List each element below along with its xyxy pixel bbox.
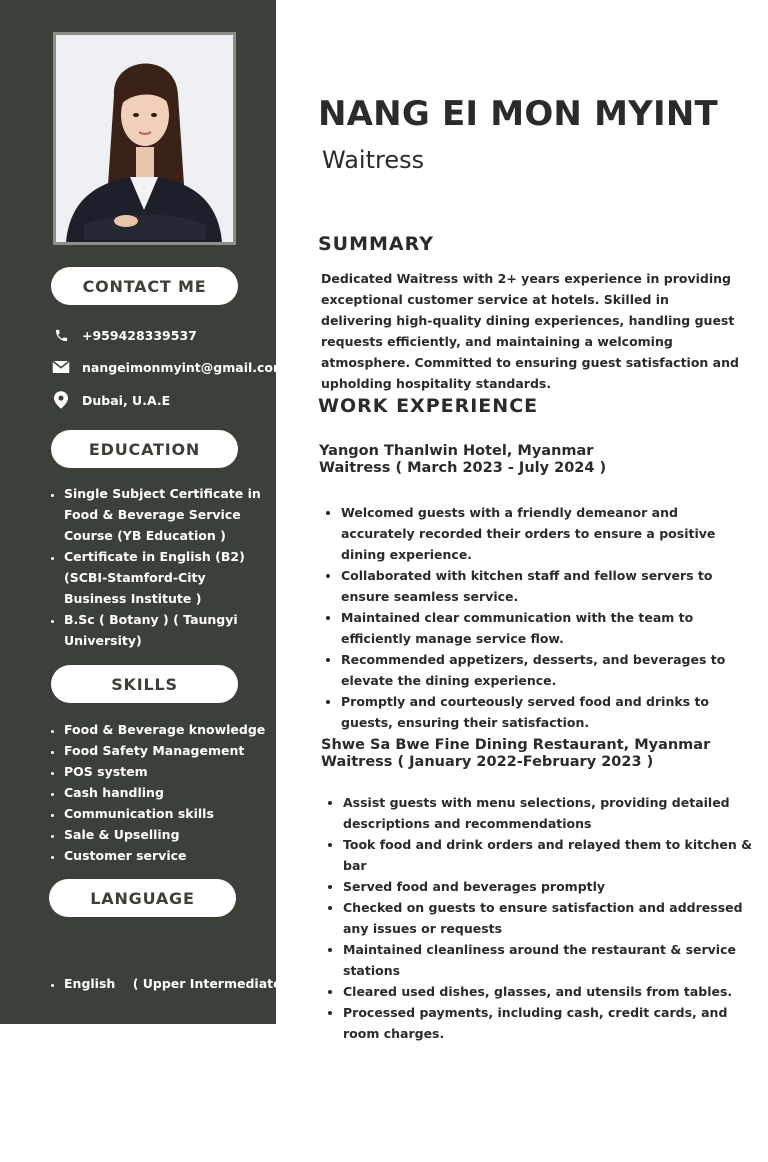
language-list: [48, 931, 292, 1162]
duty-item: • Processed payments, including cash, credit cards, and room charges.: [343, 1002, 768, 1044]
duty-item: • Took food and drink orders and relayed them to kitchen & bar: [343, 834, 768, 876]
candidate-role: Waitress: [322, 146, 425, 174]
language-heading: LANGUAGE: [49, 879, 236, 917]
duty-item: • Checked on guests to ensure satisfaction and addressed any issues or requests: [343, 897, 768, 939]
job-employer: Shwe Sa Bwe Fine Dining Restaurant, Myanmar: [321, 737, 711, 753]
skill-item: • Sale & Upselling: [64, 824, 274, 845]
candidate-name: NANG EI MON MYINT: [318, 94, 718, 134]
map-pin-icon: [52, 391, 70, 409]
portrait-illustration: [56, 35, 233, 242]
work-experience-heading: WORK EXPERIENCE: [318, 395, 539, 417]
sidebar: [0, 0, 292, 1117]
duty-item: • Assist guests with menu selections, providing detailed descriptions and recommendations: [343, 792, 768, 834]
skill-item: • POS system: [64, 761, 274, 782]
duty-item: • Maintained clear communication with the team to efficiently manage service flow.: [341, 607, 751, 649]
contact-phone-row: [52, 326, 197, 344]
duty-item: • Collaborated with kitchen staff and fellow servers to ensure seamless service.: [341, 565, 751, 607]
duty-item: • Welcomed guests with a friendly demeanor and accurately recorded their orders to ensure a positive dining experience.: [341, 502, 751, 565]
education-item: • B.Sc ( Botany ) ( Taungyi University): [64, 609, 264, 651]
education-item: • Certificate in English (B2) (SCBI-Stamford-City Business Institute ): [64, 546, 264, 609]
duty-item: • Served food and beverages promptly: [343, 876, 768, 897]
job-position: Waitress ( January 2022-February 2023 ): [321, 754, 654, 770]
contact-heading: CONTACT ME: [51, 267, 238, 305]
education-list: [48, 483, 264, 651]
skills-list: [48, 719, 274, 866]
phone-number[interactable]: +959428339537: [82, 327, 197, 343]
job-header: [319, 443, 606, 477]
envelope-icon: [52, 358, 70, 376]
profile-photo: [53, 32, 236, 245]
skill-item: • Communication skills: [64, 803, 274, 824]
language-item: • English ( Upper Intermediate ): [64, 973, 284, 994]
skill-item: • Cash handling: [64, 782, 274, 803]
duty-item: • Maintained cleanliness around the restaurant & service stations: [343, 939, 768, 981]
education-item: • Single Subject Certificate in Food & Beverage Service Course (YB Education ): [64, 483, 264, 546]
contact-location-row: [52, 391, 170, 409]
job-position: Waitress ( March 2023 - July 2024 ): [319, 460, 607, 476]
skills-heading: SKILLS: [51, 665, 238, 703]
job-employer: Yangon Thanlwin Hotel, Myanmar: [319, 443, 594, 459]
location-text: Dubai, U.A.E: [82, 392, 171, 408]
job-duties-list: [320, 502, 751, 733]
email-address[interactable]: nangeimonmyint@gmail.com: [82, 359, 287, 375]
phone-icon: [52, 326, 70, 344]
contact-email-row: [52, 358, 286, 376]
summary-text: Dedicated Waitress with 2+ years experience in providing exceptional customer service at hotels. Skilled in delivering high-quality dining experiences, handling guest requests efficiently, and maintaining a welcoming atmosphere. Committed to ensuring guest satisfaction and upholding hospitality standards.: [321, 271, 739, 391]
skill-item: • Customer service: [64, 845, 274, 866]
main-content: [276, 0, 768, 1041]
education-heading: EDUCATION: [51, 430, 238, 468]
language-item: • Chinese ( Basic ): [64, 1036, 284, 1057]
language-item: • Burmese ( Native): [64, 1099, 284, 1120]
skill-item: • Food & Beverage knowledge: [64, 719, 274, 740]
skill-item: • Food Safety Management: [64, 740, 274, 761]
job-duties-list: [322, 792, 768, 1044]
duty-item: • Promptly and courteously served food and drinks to guests, ensuring their satisfaction.: [341, 691, 751, 733]
job-header: [321, 737, 710, 771]
summary-heading: SUMMARY: [318, 233, 434, 255]
duty-item: • Recommended appetizers, desserts, and beverages to elevate the dining experience.: [341, 649, 751, 691]
duty-item: • Cleared used dishes, glasses, and utensils from tables.: [343, 981, 768, 1002]
